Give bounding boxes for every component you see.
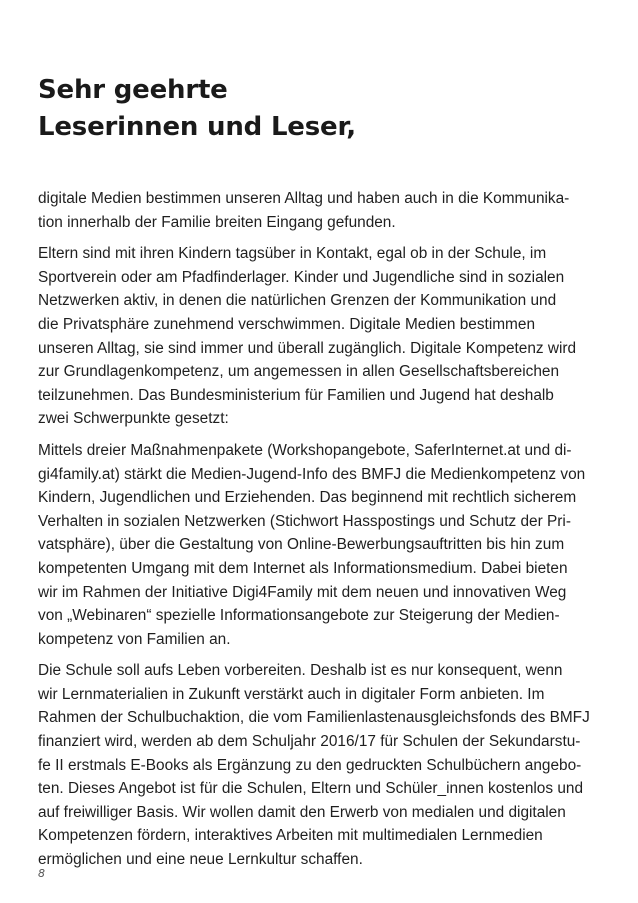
text-line: zwei Schwerpunkte gesetzt: [38, 410, 229, 428]
text-line: auf freiwilliger Basis. Wir wollen damit den Erwerb von medialen und digitalen [38, 803, 566, 821]
text-line: wir im Rahmen der Initiative Digi4Family mit dem neuen und innovativen Weg [38, 583, 567, 601]
text-line: ten. Dieses Angebot ist für die Schulen, Eltern und Schüler_innen kostenlos und [38, 780, 584, 798]
text-line: Die Schule soll aufs Leben vorbereiten. Deshalb ist es nur konsequent, wenn [38, 662, 563, 680]
paragraph [38, 242, 603, 431]
text-line: Mittels dreier Maßnahmenpakete (Workshopangebote, SaferInternet.at und di- [38, 441, 572, 459]
paragraph [38, 439, 603, 651]
text-line: zur Grundlagenkompetenz, um angemessen in allen Gesellschaftsbereichen [38, 363, 560, 381]
title-line-2: Leserinnen und Leser, [38, 112, 356, 142]
text-line: gi4family.at) stärkt die Medien-Jugend-Info des BMFJ die Medienkompetenz von [38, 465, 586, 483]
text-line: ermöglichen und eine neue Lernkultur schaffen. [38, 851, 363, 869]
text-line: die Privatsphäre zunehmend verschwimmen. Digitale Medien bestimmen [38, 315, 536, 333]
paragraph [38, 187, 603, 234]
text-line: Kompetenzen fördern, interaktives Arbeiten mit multimedialen Lernmedien [38, 827, 543, 845]
body-text [38, 187, 603, 880]
text-line: finanziert wird, werden ab dem Schuljahr 2016/17 für Schulen der Sekundarstu- [38, 733, 581, 751]
text-line: vatsphäre), über die Gestaltung von Online-Bewerbungsauftritten bis hin zum [38, 536, 565, 554]
text-line: Sportverein oder am Pfadfinderlager. Kinder und Jugendliche sind in sozialen [38, 268, 565, 286]
text-line: kompetenten Umgang mit dem Internet als Informationsmedium. Dabei bieten [38, 559, 568, 577]
text-line: teilzunehmen. Das Bundesministerium für Familien und Jugend hat deshalb [38, 386, 554, 404]
paragraph [38, 659, 603, 871]
text-line: Verhalten in sozialen Netzwerken (Stichwort Hasspostings und Schutz der Pri- [38, 512, 571, 530]
text-line: tion innerhalb der Familie breiten Eingang gefunden. [38, 213, 396, 231]
text-line: Eltern sind mit ihren Kindern tagsüber in Kontakt, egal ob in der Schule, im [38, 245, 547, 263]
page-title [38, 72, 356, 146]
text-line: unseren Alltag, sie sind immer und überall zugänglich. Digitale Kompetenz wird [38, 339, 577, 357]
title-line-1: Sehr geehrte [38, 75, 228, 105]
text-line: fe II erstmals E-Books als Ergänzung zu den gedruckten Schulbüchern angebo- [38, 756, 582, 774]
text-line: digitale Medien bestimmen unseren Alltag und haben auch in die Kommunika- [38, 190, 570, 207]
text-line: von „Webinaren“ spezielle Informationsangebote zur Steigerung der Medien- [38, 607, 560, 625]
text-line: wir Lernmaterialien in Zukunft verstärkt auch in digitaler Form anbieten. Im [38, 685, 545, 703]
page-number: 8 [38, 867, 45, 880]
text-line: kompetenz von Familien an. [38, 630, 231, 648]
text-line: Kindern, Jugendlichen und Erziehenden. Das beginnend mit rechtlich sicherem [38, 489, 577, 507]
text-line: Rahmen der Schulbuchaktion, die vom Familienlastenausgleichsfonds des BMFJ [38, 709, 590, 727]
text-line: Netzwerken aktiv, in denen die natürlichen Grenzen der Kommunikation und [38, 292, 557, 310]
